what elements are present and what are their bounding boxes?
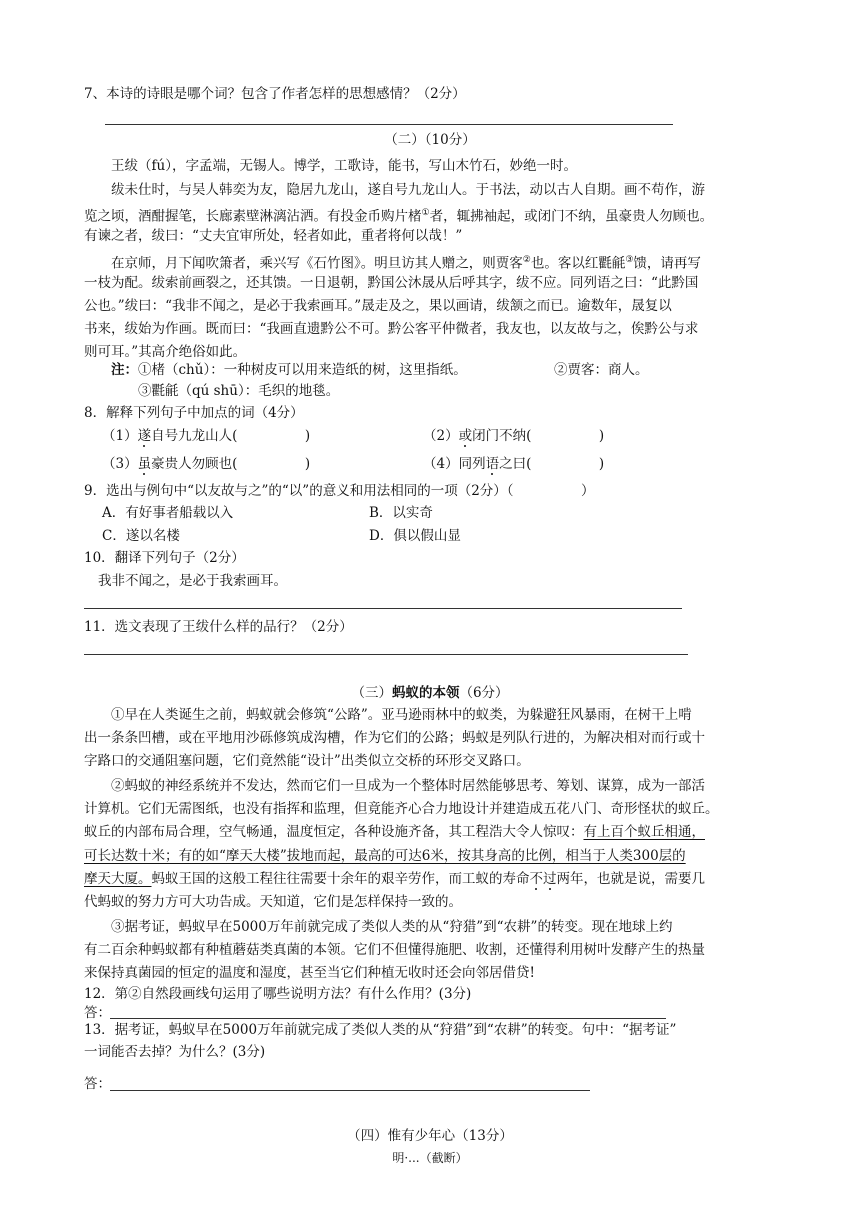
section-4-title: （四）惟有少年心（13分） — [347, 1128, 513, 1144]
question-8: 8．解释下列句子中加点的词（4分） — [84, 405, 304, 421]
q8-item-3: （3）虽豪贵人勿顾也( ) — [102, 456, 311, 472]
underlined-sentence: 可长达数十米；有的如“摩天大楼”拔地而起，最高的可达6米，按其身高的比例，相当于人类300层的 — [84, 848, 686, 864]
passage-line: 蚁丘的内部布局合理，空气畅通，温度恒定，各种设施齐备，其工程浩大令人惊叹：有上百个蚁丘相通， — [84, 824, 705, 840]
passage-line: 则可耳。”其高介绝俗如此。 — [84, 344, 247, 360]
question-11: 11．选文表现了王绂什么样的品行？（2分） — [84, 619, 353, 635]
passage-line: 摩天大厦。蚂蚁王国的这般工程往往需要十余年的艰辛劳作，而工蚁的寿命不过两年，也就是说，需要几 — [84, 871, 705, 887]
footnote: ②贾客：商人。 — [554, 362, 649, 378]
question-12: 12．第②自然段画线句运用了哪些说明方法？有什么作用？(3分) — [84, 986, 472, 1002]
answer-line — [110, 1090, 590, 1091]
passage-line: 有二百余种蚂蚁都有种植蘑菇类真菌的本领。它们不但懂得施肥、收割，还懂得利用树叶发酵产生的热量 — [84, 942, 705, 958]
question-7: 7、本诗的诗眼是哪个词？包含了作者怎样的思想感情？（2分） — [84, 86, 466, 102]
answer-line — [105, 124, 673, 125]
answer-label: 答： — [84, 1005, 111, 1021]
passage-line: 来保持真菌园的恒定的温度和湿度，甚至当它们种植无收时还会向邻居借贷! — [84, 965, 535, 981]
q8-item-2: （2）或闭门不纳( ) — [423, 428, 605, 444]
answer-line — [84, 654, 688, 655]
q9-option-a: A．有好事者船载以入 — [102, 505, 234, 521]
passage-paragraph: 王绂（fú），字孟端，无锡人。博学，工歌诗，能书，写山木竹石，妙绝一时。 — [111, 158, 577, 174]
passage-line: 有谏之者，绂曰：“丈夫宜审所处，轻者如此，重者将何以哉！” — [84, 228, 463, 244]
question-9: 9．选出与例句中“以友故与之”的“以”的意义和用法相同的一项（2分）（ ） — [84, 483, 595, 499]
passage-line: 字路口的交通阻塞问题，它们竟然能“设计”出类似立交桥的环形交叉路口。 — [84, 753, 530, 769]
footnote-line: 注：①楮（chǔ）：一种树皮可以用来造纸的树，这里指纸。 — [111, 362, 467, 378]
answer-line — [110, 1018, 666, 1019]
passage-line: ①早在人类诞生之前，蚂蚁就会修筑“公路”。亚马逊雨林中的蚁类，为躲避狂风暴雨，在树干上啃 — [111, 707, 692, 723]
passage-line: 公也。”绂曰：“我非不闻之，是必于我索画耳。”晟走及之，果以画请，绂颔之而已。逾数年，晟复以 — [84, 298, 672, 314]
question-10: 10．翻译下列句子（2分） — [84, 550, 245, 566]
q8-item-4: （4）同列语之曰( ) — [423, 456, 605, 472]
question-13-cont: 一词能否去掉？为什么？(3分) — [84, 1044, 266, 1060]
passage-line: 出一条条凹槽，或在平地用沙砾修筑成沟槽，作为它们的公路；蚂蚁是列队行进的，为解决相对而行或十 — [84, 730, 705, 746]
passage-line: 览之顷，酒酣握笔，长廊素壁淋漓沾洒。有投金币购片楮①者，辄拂袖起，或闭门不纳，虽豪贵人勿顾也。 — [84, 208, 714, 225]
section-3-title: （三）蚂蚁的本领（6分） — [351, 685, 509, 701]
answer-line — [84, 608, 682, 609]
passage-line: 一枝为配。绂索前画裂之，还其馈。一日退朝，黔国公沐晟从后呼其字，绂不应。同列语之曰：“此黔国 — [84, 275, 699, 291]
q9-option-c: C．遂以名楼 — [102, 528, 180, 544]
q10-sentence: 我非不闻之，是必于我索画耳。 — [98, 573, 287, 589]
q8-item-1: （1）遂自号九龙山人( ) — [102, 428, 311, 444]
passage-line: ②蚂蚁的神经系统并不发达，然而它们一旦成为一个整体时居然能够思考、筹划、谋算，成为一部活 — [111, 778, 705, 794]
footnote: ③氍毹（qú shū）：毛织的地毯。 — [138, 383, 340, 399]
q9-option-b: B．以实奇 — [369, 505, 433, 521]
underlined-sentence: 摩天大厦。 — [84, 871, 152, 887]
passage-line: 计算机。它们无需图纸，也没有指挥和监理，但竟能齐心合力地设计并建造成五花八门、奇形怪状的蚁丘。 — [84, 801, 719, 817]
passage-line: 绂未仕时，与吴人韩奕为友，隐居九龙山，遂自号九龙山人。于书法，动以古人自期。画不苟作，游 — [111, 182, 705, 198]
underlined-sentence: 有上百个蚁丘相通， — [583, 824, 705, 840]
author-line: 明·...（截断） — [392, 1151, 468, 1165]
passage-line — [84, 846, 686, 866]
q9-option-d: D．俱以假山显 — [369, 528, 461, 544]
passage-line: 在京师，月下闻吹箫者，乘兴写《石竹图》。明旦访其人赠之，则贾客②也。客以红氍毹③馈，请再写 — [111, 255, 701, 272]
question-13: 13．据考证，蚂蚁早在5000万年前就完成了类似人类的从“狩猎”到“农耕”的转变。句中：“据考证” — [84, 1022, 677, 1038]
answer-label: 答： — [84, 1076, 111, 1092]
passage-line: ③据考证，蚂蚁早在5000万年前就完成了类似人类的从“狩猎”到“农耕”的转变。现在地球上约 — [111, 919, 673, 935]
passage-line: 书来，绂始为作画。既而曰：“我画直遗黔公不可。黔公客平仲微者，我友也，以友故与之，俟黔公与求 — [84, 321, 699, 337]
section-2-title: （二）（10分） — [384, 132, 476, 148]
passage-line: 代蚂蚁的努力方可大功告成。天知道，它们是怎样保持一致的。 — [84, 894, 462, 910]
